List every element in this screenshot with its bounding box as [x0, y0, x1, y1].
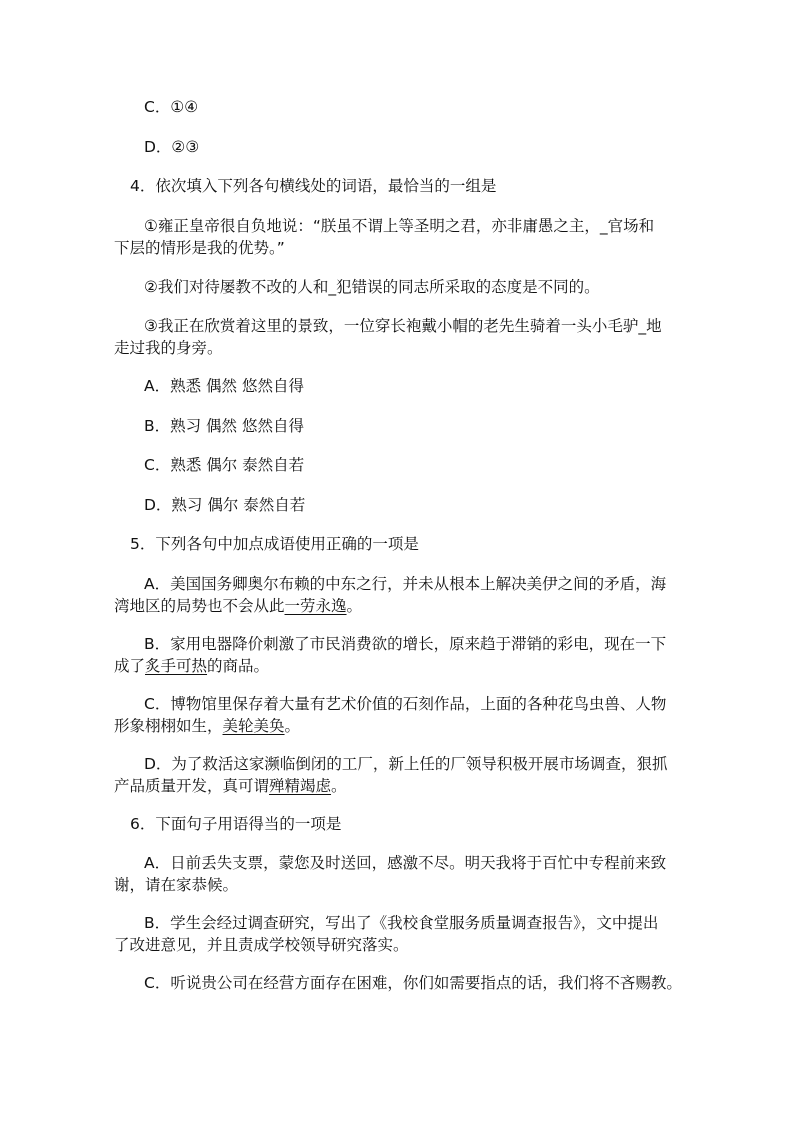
q5-stem: 5．下列各句中加点成语使用正确的一项是	[130, 535, 419, 553]
q5-option-b-line-1: B．家用电器降价刺激了市民消费欲的增长，原来趋于滞销的彩电，现在一下	[144, 635, 667, 653]
q4-option-c: C．熟悉 偶尔 泰然自若	[144, 456, 305, 474]
q3-option-d: D．②③	[144, 138, 200, 156]
q5-d-text: 产品质量开发，真可谓	[114, 777, 270, 795]
q5-d-idiom: 殚精竭虑	[269, 777, 332, 795]
q4-sentence-3-line-2: 走过我的身旁。	[114, 339, 223, 357]
q5-option-d-line-1: D．为了救活这家濒临倒闭的工厂，新上任的厂领导积极开展市场调查，狠抓	[144, 755, 668, 773]
q4-option-a: A．熟悉 偶然 悠然自得	[144, 377, 304, 395]
q5-b-text: 成了	[114, 657, 146, 675]
q5-option-c-line-2	[114, 715, 300, 737]
q6-option-a-line-2: 谢，请在家恭候。	[114, 876, 239, 894]
q4-sentence-2: ②我们对待屡教不改的人和_犯错误的同志所采取的态度是不同的。	[144, 278, 600, 296]
q6-option-b-line-1: B．学生会经过调查研究，写出了《我校食堂服务质量调查报告》，文中提出	[144, 914, 659, 932]
q5-option-c-line-1: C．博物馆里保存着大量有艺术价值的石刻作品，上面的各种花鸟虫兽、人物	[144, 695, 667, 713]
q5-option-a-line-2	[114, 595, 362, 617]
q6-option-a-line-1: A．日前丢失支票，蒙您及时送回，感激不尽。明天我将于百忙中专程前来致	[144, 854, 667, 872]
q5-b-idiom: 炙手可热	[145, 657, 208, 675]
q5-c-text-end: 。	[284, 717, 301, 735]
q3-option-c: C．①④	[144, 98, 199, 116]
q5-b-text-end: 的商品。	[207, 657, 270, 675]
q4-option-b: B．熟习 偶然 悠然自得	[144, 417, 304, 435]
q4-option-d: D．熟习 偶尔 泰然自若	[144, 496, 306, 514]
q6-stem: 6．下面句子用语得当的一项是	[130, 815, 342, 833]
q5-a-text: 湾地区的局势也不会从此	[114, 597, 285, 615]
q4-sentence-3-line-1: ③我正在欣赏着这里的景致，一位穿长袍戴小帽的老先生骑着一头小毛驴_地	[144, 317, 662, 335]
q5-option-b-line-2	[114, 655, 269, 677]
q5-d-text-end: 。	[331, 777, 347, 795]
q5-a-idiom: 一劳永逸	[284, 597, 347, 615]
q6-option-b-line-2: 了改进意见，并且责成学校领导研究落实。	[114, 936, 409, 954]
q4-sentence-1-line-1: ①雍正皇帝很自负地说：“朕虽不谓上等圣明之君，亦非庸愚之主，_官场和	[144, 217, 655, 235]
q4-stem: 4．依次填入下列各句横线处的词语，最恰当的一组是	[130, 177, 497, 195]
q5-c-idiom: 美轮美奂	[222, 717, 285, 735]
q5-a-text-end: 。	[346, 597, 363, 615]
q6-option-c-line-1: C．听说贵公司在经营方面存在困难，你们如需要指点的话，我们将不吝赐教。	[144, 974, 682, 992]
q5-option-a-line-1: A．美国国务卿奥尔布赖的中东之行，并未从根本上解决美伊之间的矛盾，海	[144, 575, 667, 593]
q5-c-text: 形象栩栩如生，	[114, 717, 223, 735]
q5-option-d-line-2	[114, 775, 347, 797]
q4-sentence-1-line-2: 下层的情形是我的优势。”	[114, 239, 285, 257]
